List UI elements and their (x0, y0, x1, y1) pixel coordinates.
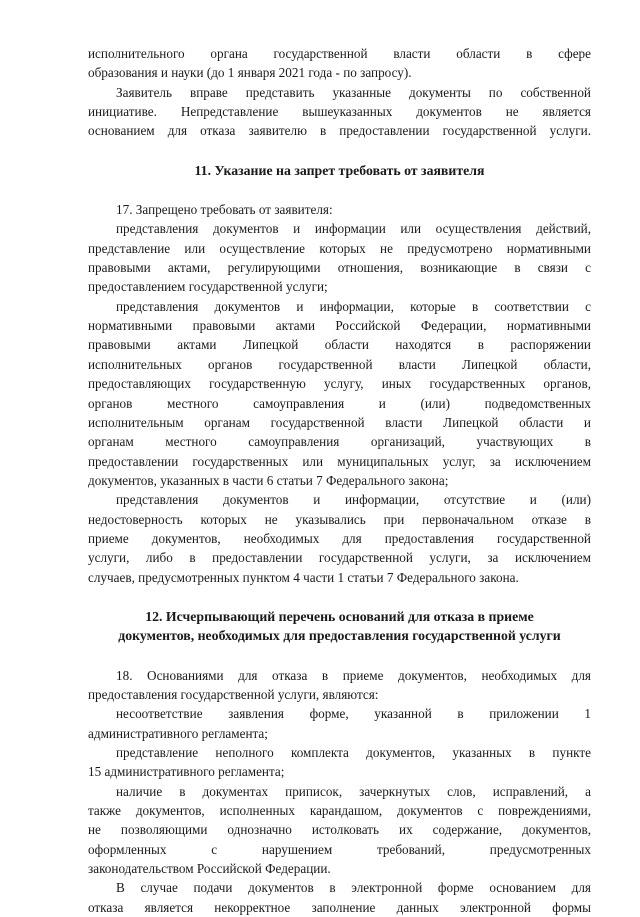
text-line: представления документов и информации или осуществления действий, (116, 221, 591, 237)
text-line: 17. Запрещено требовать от заявителя: (116, 202, 333, 218)
text-line: документов, указанных в части 6 статьи 7 Федерального закона; (88, 472, 449, 488)
text-line: случаев, предусмотренных пунктом 4 части 1 статьи 7 Федерального закона. (88, 569, 519, 585)
paragraph (88, 666, 591, 705)
text-line: услуги, либо в предоставлении государственной услуги, за исключением (88, 550, 591, 566)
text-line: законодательством Российской Федерации. (88, 861, 331, 877)
document-page (88, 44, 591, 917)
text-line: основанием для отказа заявителю в предоставлении государственной услуги. (88, 123, 591, 139)
paragraph (88, 297, 591, 490)
text-line: органам местного самоуправления организаций, участвующих в (88, 434, 591, 450)
paragraph (88, 200, 591, 219)
heading-line: документов, необходимых для предоставления государственной услуги (118, 628, 561, 644)
paragraph (88, 878, 591, 917)
paragraph (88, 782, 591, 879)
text-line: также документов, исполненных карандашом, документов с повреждениями, (88, 803, 591, 819)
text-line: предоставляющих государственную услугу, иных государственных органов, (88, 376, 591, 392)
text-line: наличие в документах приписок, зачеркнутых слов, исправлений, а (116, 783, 591, 799)
text-line: Заявитель вправе представить указанные документы по собственной (116, 84, 591, 100)
text-line: инициативе. Непредставление вышеуказанных документов не является (88, 104, 591, 120)
text-line: представление или осуществление которых не предусмотрено нормативными (88, 240, 591, 256)
text-line: представления документов и информации, которые в соответствии с (116, 298, 591, 314)
text-line: предоставления государственной услуги, являются: (88, 686, 379, 702)
section-heading (88, 607, 591, 646)
text-line: 15 административного регламента; (88, 764, 285, 780)
text-line: 18. Основаниями для отказа в приеме документов, необходимых для (116, 667, 591, 683)
text-line: представление неполного комплекта документов, указанных в пункте (116, 745, 591, 760)
text-line: приеме документов, необходимых для предоставления государственной (88, 530, 591, 546)
text-line: правовыми актами Липецкой области находятся в распоряжении (88, 337, 591, 353)
paragraph (88, 219, 591, 296)
text-line: не позволяющими однозначно истолковать их содержание, документов, (88, 822, 591, 838)
text-line: представления документов и информации, отсутствие и (или) (116, 492, 591, 508)
text-line: предоставлении государственных или муниципальных услуг, за исключением (88, 453, 591, 469)
text-line: несоответствие заявления форме, указанной в приложении 1 (116, 706, 591, 722)
text-line: отказа является некорректное заполнение данных электронной формы (88, 899, 591, 915)
paragraph (88, 704, 591, 743)
paragraph (88, 743, 591, 782)
paragraph (88, 83, 591, 141)
section-heading: 11. Указание на запрет требовать от заявителя (194, 162, 485, 178)
text-line: В случае подачи документов в электронной форме основанием для (116, 880, 591, 896)
text-line: предоставлением государственной услуги; (88, 279, 328, 295)
paragraph (88, 490, 591, 587)
text-line: образования и науки (до 1 января 2021 года - по запросу). (88, 65, 412, 81)
text-line: нормативными правовыми актами Российской Федерации, нормативными (88, 318, 591, 334)
text-line: исполнительным органам государственной власти Липецкой области и (88, 414, 591, 430)
heading-line: 12. Исчерпывающий перечень оснований для отказа в приеме (145, 608, 534, 624)
text-line: исполнительного органа государственной власти области в сфере (88, 46, 591, 61)
text-line: правовыми актами, регулирующими отношения, возникающие в связи с (88, 260, 591, 276)
text-line: оформленных с нарушением требований, предусмотренных (88, 841, 591, 857)
text-line: недостоверность которых не указывались при первоначальном отказе в (88, 511, 591, 527)
text-line: исполнительных органов государственной власти Липецкой области, (88, 356, 591, 372)
text-line: органов местного самоуправления и (или) подведомственных (88, 395, 591, 411)
paragraph (88, 44, 591, 83)
text-line: административного регламента; (88, 725, 268, 741)
